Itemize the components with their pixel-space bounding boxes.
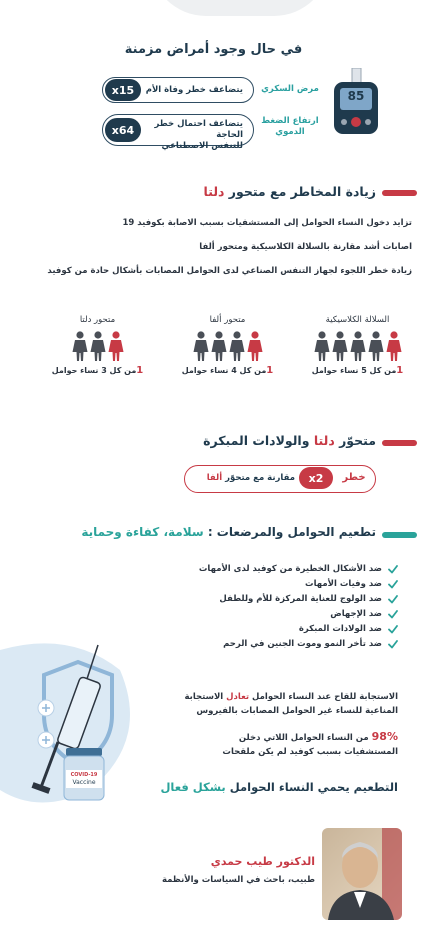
vaccine-response [140, 690, 398, 718]
diabetes-text: يتضاعف خطر وفاة الأم [145, 85, 243, 95]
diabetes-pill [102, 77, 254, 103]
check-icon [388, 594, 398, 604]
preterm-text-pre: مقارنة مع متحوّر [222, 473, 295, 483]
preterm-badge: x2 [299, 467, 333, 489]
check-icon [388, 579, 398, 589]
bp-label [255, 116, 325, 138]
group-classic-people [300, 331, 415, 361]
vaccine-percent-text1: من النساء الحوامل اللاتي دخلن [238, 733, 369, 743]
vaccine-check-item [150, 591, 398, 606]
vial-label-1: COVID-19 [70, 772, 98, 778]
vaccine-percent-block [140, 730, 398, 759]
person-icon [350, 331, 366, 361]
group-alpha-num: 1 [266, 365, 274, 376]
vaccine-section-bar [382, 532, 417, 538]
delta-line-2: اصابات أشد مقارنة بالسلالة الكلاسيكية ومتحور ألفا [199, 242, 412, 252]
check-icon [388, 609, 398, 619]
person-icon [72, 331, 88, 361]
vaccine-check-item [150, 576, 398, 591]
vaccine-closing-main: التطعيم يحمي النساء الحوامل [225, 780, 398, 794]
preterm-pill [184, 465, 376, 493]
vaccine-check-item [150, 561, 398, 576]
diabetes-badge: x15 [105, 79, 141, 101]
vial-label-2: Vaccine [72, 779, 96, 786]
group-classic-foot [300, 365, 415, 376]
diabetes-label: مرض السكري [261, 84, 319, 94]
vaccine-check-item [150, 636, 398, 651]
check-icon [388, 639, 398, 649]
vaccine-percent-value: 98% [371, 730, 398, 743]
vaccine-response-line1 [140, 690, 398, 704]
group-classic-foot-text: من كل 5 نساء حوامل [311, 366, 397, 375]
vaccine-check-text: ضد الولوج للعناية المركزة للأم وللطفل [219, 593, 382, 604]
person-icon [332, 331, 348, 361]
vaccine-check-item [150, 621, 398, 636]
bp-label-line2: الدموي [275, 127, 305, 137]
group-alpha-people [170, 331, 285, 361]
chronic-title: في حال وجود أمراض مزمنة [124, 42, 303, 57]
group-delta-caption: متحور دلتا [79, 315, 116, 325]
vaccine-illustration [0, 630, 140, 805]
check-icon [388, 624, 398, 634]
vaccine-check-item [150, 606, 398, 621]
preterm-text-accent: ألفا [206, 473, 223, 483]
author-name: الدكتور طيب حمدي [210, 855, 315, 868]
group-classic [300, 315, 415, 376]
vaccine-response-pre: الاستجابة للقاح عند النساء الحوامل [249, 692, 398, 702]
person-icon [314, 331, 330, 361]
delta-title-accent: دلتا [203, 184, 225, 199]
delta-line-1: تزايد دخول النساء الحوامل إلى المستشفيات بسبب الاصابة بكوفيد 19 [122, 218, 412, 228]
vaccine-checklist [150, 561, 398, 651]
group-alpha-caption: متحور ألفا [209, 315, 246, 325]
author-avatar [322, 828, 402, 920]
person-icon-highlighted [247, 331, 263, 361]
group-delta-foot [40, 365, 155, 376]
vaccine-closing [100, 780, 398, 794]
vaccine-response-accent: تعادل [226, 692, 250, 702]
group-delta [40, 315, 155, 376]
preterm-risk-label: خطر [342, 472, 366, 483]
glucose-meter-icon [330, 68, 382, 136]
preterm-title-pre: متحوّر [334, 433, 376, 448]
vaccine-check-text: ضد الإجهاض [330, 608, 382, 619]
preterm-title-post: والولادات المبكرة [203, 433, 314, 448]
group-classic-num: 1 [396, 365, 404, 376]
vaccine-title [10, 525, 376, 539]
bp-text [138, 119, 243, 152]
delta-section-bar [382, 190, 417, 196]
preterm-text [191, 473, 295, 483]
delta-title-main: زيادة المخاطر مع متحور [224, 184, 376, 199]
group-delta-people [40, 331, 155, 361]
bp-label-line1: ارتفاع الضغط [261, 116, 319, 126]
person-icon [211, 331, 227, 361]
preterm-section-bar [382, 440, 417, 446]
person-icon-highlighted [386, 331, 402, 361]
delta-line-3: زيادة خطر اللجوء لجهاز التنفس الصناعي لدى الحوامل المصابات بأشكال حادة من كوفيد [47, 266, 412, 276]
meter-reading: 85 [347, 89, 365, 103]
vaccine-response-line2: المناعية للنساء غير الحوامل المصابات بالفيروس [196, 706, 398, 716]
delta-title [60, 184, 376, 199]
group-alpha-foot-text: من كل 4 نساء حوامل [181, 366, 267, 375]
person-icon-highlighted [108, 331, 124, 361]
group-alpha [170, 315, 285, 376]
vaccine-title-main: تطعيم الحوامل والمرضعات : [207, 525, 376, 539]
bp-pill [102, 114, 254, 151]
vaccine-response-post: الاستجابة [184, 692, 227, 702]
person-icon [368, 331, 384, 361]
author-role: طبيب، باحث في السياسات والأنظمة [161, 875, 315, 885]
bp-text-line1: يتضاعف احتمال خطر الحاجة [154, 119, 243, 140]
vaccine-title-accent: سلامة، كفاءة وحماية [81, 525, 208, 539]
vaccine-check-text: ضد الولادات المبكرة [298, 623, 382, 634]
vaccine-percent-line1 [140, 730, 398, 745]
top-decorative-shape [150, 0, 330, 16]
vaccine-check-text: ضد الأشكال الخطيرة من كوفيد لدى الأمهات [198, 563, 382, 574]
vaccine-check-text: ضد تأخر النمو وموت الجنين في الرحم [223, 638, 382, 649]
person-icon [193, 331, 209, 361]
vaccine-percent-line2: المستشفيات بسبب كوفيد لم يكن ملقحات [222, 747, 398, 757]
group-delta-num: 1 [136, 365, 144, 376]
group-delta-foot-text: من كل 3 نساء حوامل [51, 366, 137, 375]
person-icon [229, 331, 245, 361]
bp-text-line2: للتنفس الاصطناعي [161, 141, 243, 151]
vaccine-check-text: ضد وفيات الأمهات [305, 578, 382, 589]
group-alpha-foot [170, 365, 285, 376]
bp-badge: x64 [105, 118, 141, 142]
check-icon [388, 564, 398, 574]
preterm-title [60, 433, 376, 448]
group-classic-caption: السلالة الكلاسيكية [325, 315, 390, 325]
person-icon [90, 331, 106, 361]
vaccine-closing-accent: بشكل فعال [160, 780, 226, 794]
preterm-title-accent: دلتا [313, 433, 335, 448]
